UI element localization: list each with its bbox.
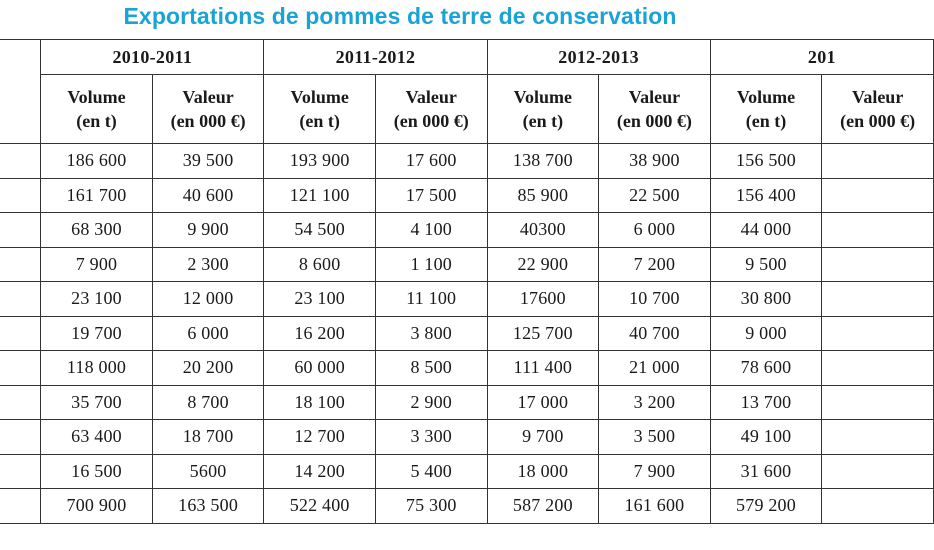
- volume-cell: 9 700: [487, 420, 599, 455]
- volume-cell: 7 900: [41, 247, 153, 282]
- volume-cell: 85 900: [487, 178, 599, 213]
- valeur-cell: 10 700: [599, 282, 711, 317]
- valeur-cell: [822, 351, 934, 386]
- volume-cell: 19 700: [41, 316, 153, 351]
- country-cell: [0, 316, 41, 351]
- volume-cell: 31 600: [710, 454, 822, 489]
- valeur-cell: 3 500: [599, 420, 711, 455]
- volume-cell: 8 600: [264, 247, 376, 282]
- valeur-cell: 7 200: [599, 247, 711, 282]
- valeur-cell: 22 500: [599, 178, 711, 213]
- volume-cell: 54 500: [264, 213, 376, 248]
- volume-cell: 35 700: [41, 385, 153, 420]
- valeur-cell: 7 900: [599, 454, 711, 489]
- valeur-cell: 17 600: [375, 144, 487, 179]
- volume-cell: 193 900: [264, 144, 376, 179]
- valeur-cell: 8 700: [152, 385, 264, 420]
- volume-cell: 18 100: [264, 385, 376, 420]
- valeur-cell: 12 000: [152, 282, 264, 317]
- valeur-cell: 3 200: [599, 385, 711, 420]
- year-header-row: [0, 40, 934, 75]
- country-cell: [0, 282, 41, 317]
- valeur-cell: [822, 178, 934, 213]
- valeur-cell: 9 900: [152, 213, 264, 248]
- country-cell: [0, 213, 41, 248]
- table-row: [0, 247, 934, 282]
- valeur-cell: 161 600: [599, 489, 711, 524]
- valeur-header: Valeur (en 000 €): [822, 75, 934, 144]
- table-row: [0, 489, 934, 524]
- volume-cell: 13 700: [710, 385, 822, 420]
- valeur-cell: [822, 213, 934, 248]
- volume-cell: 78 600: [710, 351, 822, 386]
- valeur-cell: 21 000: [599, 351, 711, 386]
- valeur-cell: 17 500: [375, 178, 487, 213]
- valeur-cell: 40 600: [152, 178, 264, 213]
- valeur-cell: 40 700: [599, 316, 711, 351]
- subheader-row: [0, 75, 934, 144]
- volume-cell: 9 000: [710, 316, 822, 351]
- valeur-cell: 11 100: [375, 282, 487, 317]
- table-row: [0, 351, 934, 386]
- valeur-cell: 3 800: [375, 316, 487, 351]
- volume-cell: 63 400: [41, 420, 153, 455]
- table-title: Exportations de pommes de terre de conservation: [123, 3, 677, 29]
- volume-cell: 17600: [487, 282, 599, 317]
- country-cell: [0, 385, 41, 420]
- volume-cell: 587 200: [487, 489, 599, 524]
- valeur-cell: 8 500: [375, 351, 487, 386]
- volume-header: Volume (en t): [710, 75, 822, 144]
- volume-cell: 138 700: [487, 144, 599, 179]
- table-row: [0, 385, 934, 420]
- volume-cell: 16 200: [264, 316, 376, 351]
- table-row: [0, 213, 934, 248]
- valeur-header: Valeur (en 000 €): [152, 75, 264, 144]
- volume-cell: 18 000: [487, 454, 599, 489]
- valeur-cell: 4 100: [375, 213, 487, 248]
- volume-cell: 17 000: [487, 385, 599, 420]
- valeur-cell: 38 900: [599, 144, 711, 179]
- valeur-cell: [822, 489, 934, 524]
- table-row: [0, 178, 934, 213]
- valeur-cell: 6 000: [599, 213, 711, 248]
- volume-cell: 156 400: [710, 178, 822, 213]
- valeur-cell: 2 300: [152, 247, 264, 282]
- table-body: [0, 144, 934, 524]
- valeur-cell: [822, 454, 934, 489]
- valeur-cell: 2 900: [375, 385, 487, 420]
- table-row: [0, 144, 934, 179]
- valeur-cell: [822, 144, 934, 179]
- volume-header: Volume (en t): [264, 75, 376, 144]
- country-cell: [0, 247, 41, 282]
- volume-cell: 60 000: [264, 351, 376, 386]
- volume-header: Volume (en t): [487, 75, 599, 144]
- volume-cell: 22 900: [487, 247, 599, 282]
- country-cell: [0, 489, 41, 524]
- valeur-cell: 6 000: [152, 316, 264, 351]
- valeur-cell: 5 400: [375, 454, 487, 489]
- volume-cell: 700 900: [41, 489, 153, 524]
- year-header: 2012-2013: [487, 40, 710, 75]
- volume-cell: 14 200: [264, 454, 376, 489]
- valeur-header: Valeur (en 000 €): [375, 75, 487, 144]
- country-cell: [0, 351, 41, 386]
- valeur-cell: 39 500: [152, 144, 264, 179]
- table-row: [0, 316, 934, 351]
- valeur-cell: [822, 282, 934, 317]
- volume-cell: 23 100: [264, 282, 376, 317]
- valeur-cell: 3 300: [375, 420, 487, 455]
- volume-cell: 161 700: [41, 178, 153, 213]
- year-header: 2010-2011: [41, 40, 264, 75]
- valeur-cell: [822, 247, 934, 282]
- year-header: 201: [710, 40, 933, 75]
- valeur-cell: 20 200: [152, 351, 264, 386]
- volume-cell: 125 700: [487, 316, 599, 351]
- volume-cell: 30 800: [710, 282, 822, 317]
- valeur-cell: [822, 316, 934, 351]
- volume-header: Volume (en t): [41, 75, 153, 144]
- country-cell: [0, 144, 41, 179]
- table-row: [0, 282, 934, 317]
- country-header: [0, 40, 41, 144]
- year-header: 2011-2012: [264, 40, 487, 75]
- valeur-cell: 18 700: [152, 420, 264, 455]
- volume-cell: 522 400: [264, 489, 376, 524]
- volume-cell: 121 100: [264, 178, 376, 213]
- table-row: [0, 454, 934, 489]
- country-cell: [0, 178, 41, 213]
- volume-cell: 12 700: [264, 420, 376, 455]
- volume-cell: 16 500: [41, 454, 153, 489]
- volume-cell: 49 100: [710, 420, 822, 455]
- volume-cell: 579 200: [710, 489, 822, 524]
- volume-cell: 156 500: [710, 144, 822, 179]
- volume-cell: 40300: [487, 213, 599, 248]
- volume-cell: 23 100: [41, 282, 153, 317]
- volume-cell: 186 600: [41, 144, 153, 179]
- valeur-header: Valeur (en 000 €): [599, 75, 711, 144]
- valeur-cell: [822, 420, 934, 455]
- valeur-cell: 163 500: [152, 489, 264, 524]
- volume-cell: 68 300: [41, 213, 153, 248]
- valeur-cell: 1 100: [375, 247, 487, 282]
- volume-cell: 9 500: [710, 247, 822, 282]
- country-cell: [0, 454, 41, 489]
- volume-cell: 44 000: [710, 213, 822, 248]
- valeur-cell: 5600: [152, 454, 264, 489]
- country-cell: [0, 420, 41, 455]
- exports-table: [0, 39, 934, 524]
- volume-cell: 118 000: [41, 351, 153, 386]
- table-row: [0, 420, 934, 455]
- valeur-cell: [822, 385, 934, 420]
- valeur-cell: 75 300: [375, 489, 487, 524]
- volume-cell: 111 400: [487, 351, 599, 386]
